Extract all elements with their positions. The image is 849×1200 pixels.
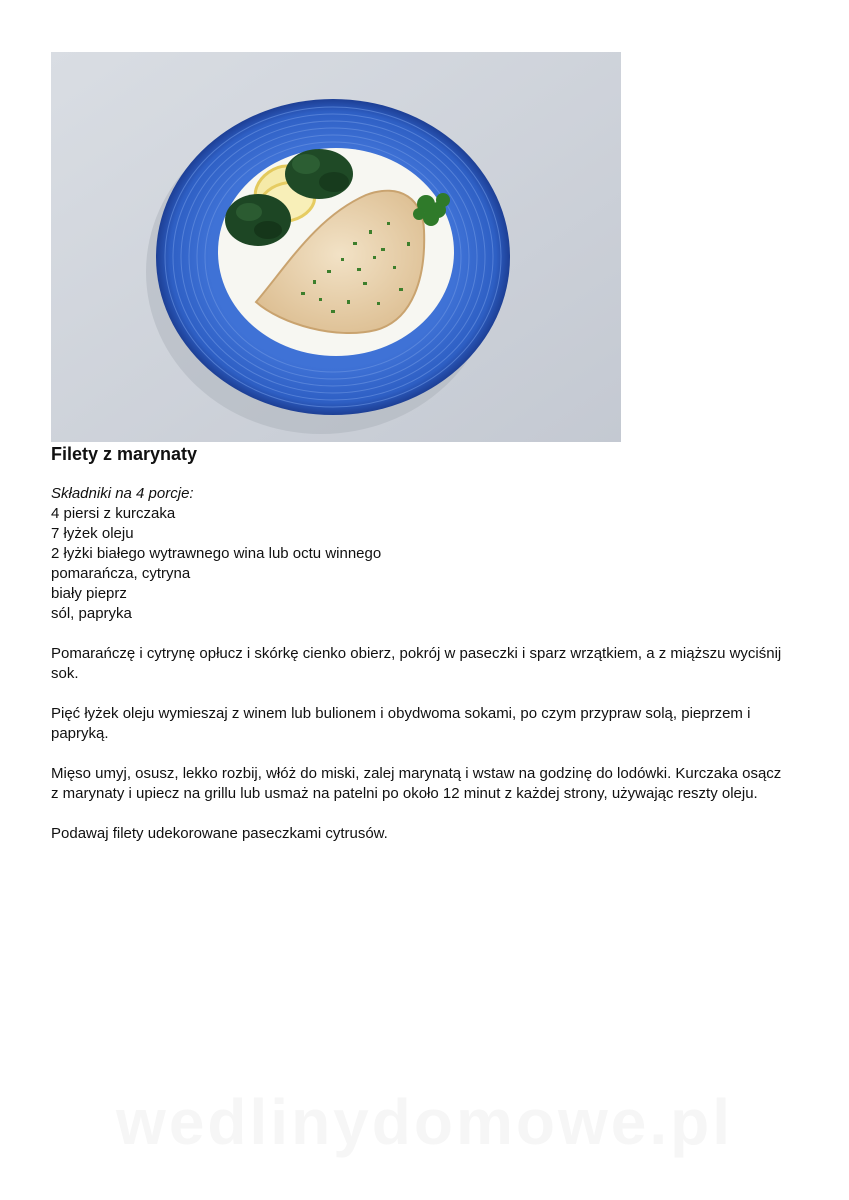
ingredient-item: 4 piersi z kurczaka [51, 505, 176, 522]
step-paragraph: Pięć łyżek oleju wymieszaj z winem lub bulionem i obydwoma sokami, po czym przypraw solą, pieprzem i papryką. [51, 705, 751, 742]
ingredient-item: pomarańcza, cytryna [51, 565, 191, 582]
ingredient-item: 7 łyżek oleju [51, 525, 134, 542]
step-paragraph: Pomarańczę i cytrynę opłucz i skórkę cienko obierz, pokrój w paseczki i sparz wrzątkiem, a z miąższu wyciśnij sok. [51, 645, 782, 682]
ingredient-item: biały pieprz [51, 585, 127, 602]
step-paragraph: Mięso umyj, osusz, lekko rozbij, włóż do miski, zalej marynatą i wstaw na godzinę do lodówki. Kurczaka osącz z marynaty i upiecz na grillu lub usmaż na patelni po około 12 minut z każdej strony, używając reszty oleju. [51, 765, 782, 802]
recipe-title: Filety z marynaty [51, 444, 198, 464]
dish-photo [51, 52, 621, 442]
watermark: wedlinydomowe.pl [116, 1086, 733, 1158]
spinach-top [285, 149, 353, 199]
ingredients-list [51, 504, 791, 624]
spinach-left [225, 194, 291, 246]
ingredient-item: 2 łyżki białego wytrawnego wina lub octu winnego [51, 545, 382, 562]
ingredient-item: sól, papryka [51, 605, 132, 622]
recipe-body [51, 484, 791, 864]
step-paragraph: Podawaj filety udekorowane paseczkami cytrusów. [51, 825, 388, 842]
ingredients-heading: Składniki na 4 porcje: [51, 485, 194, 502]
